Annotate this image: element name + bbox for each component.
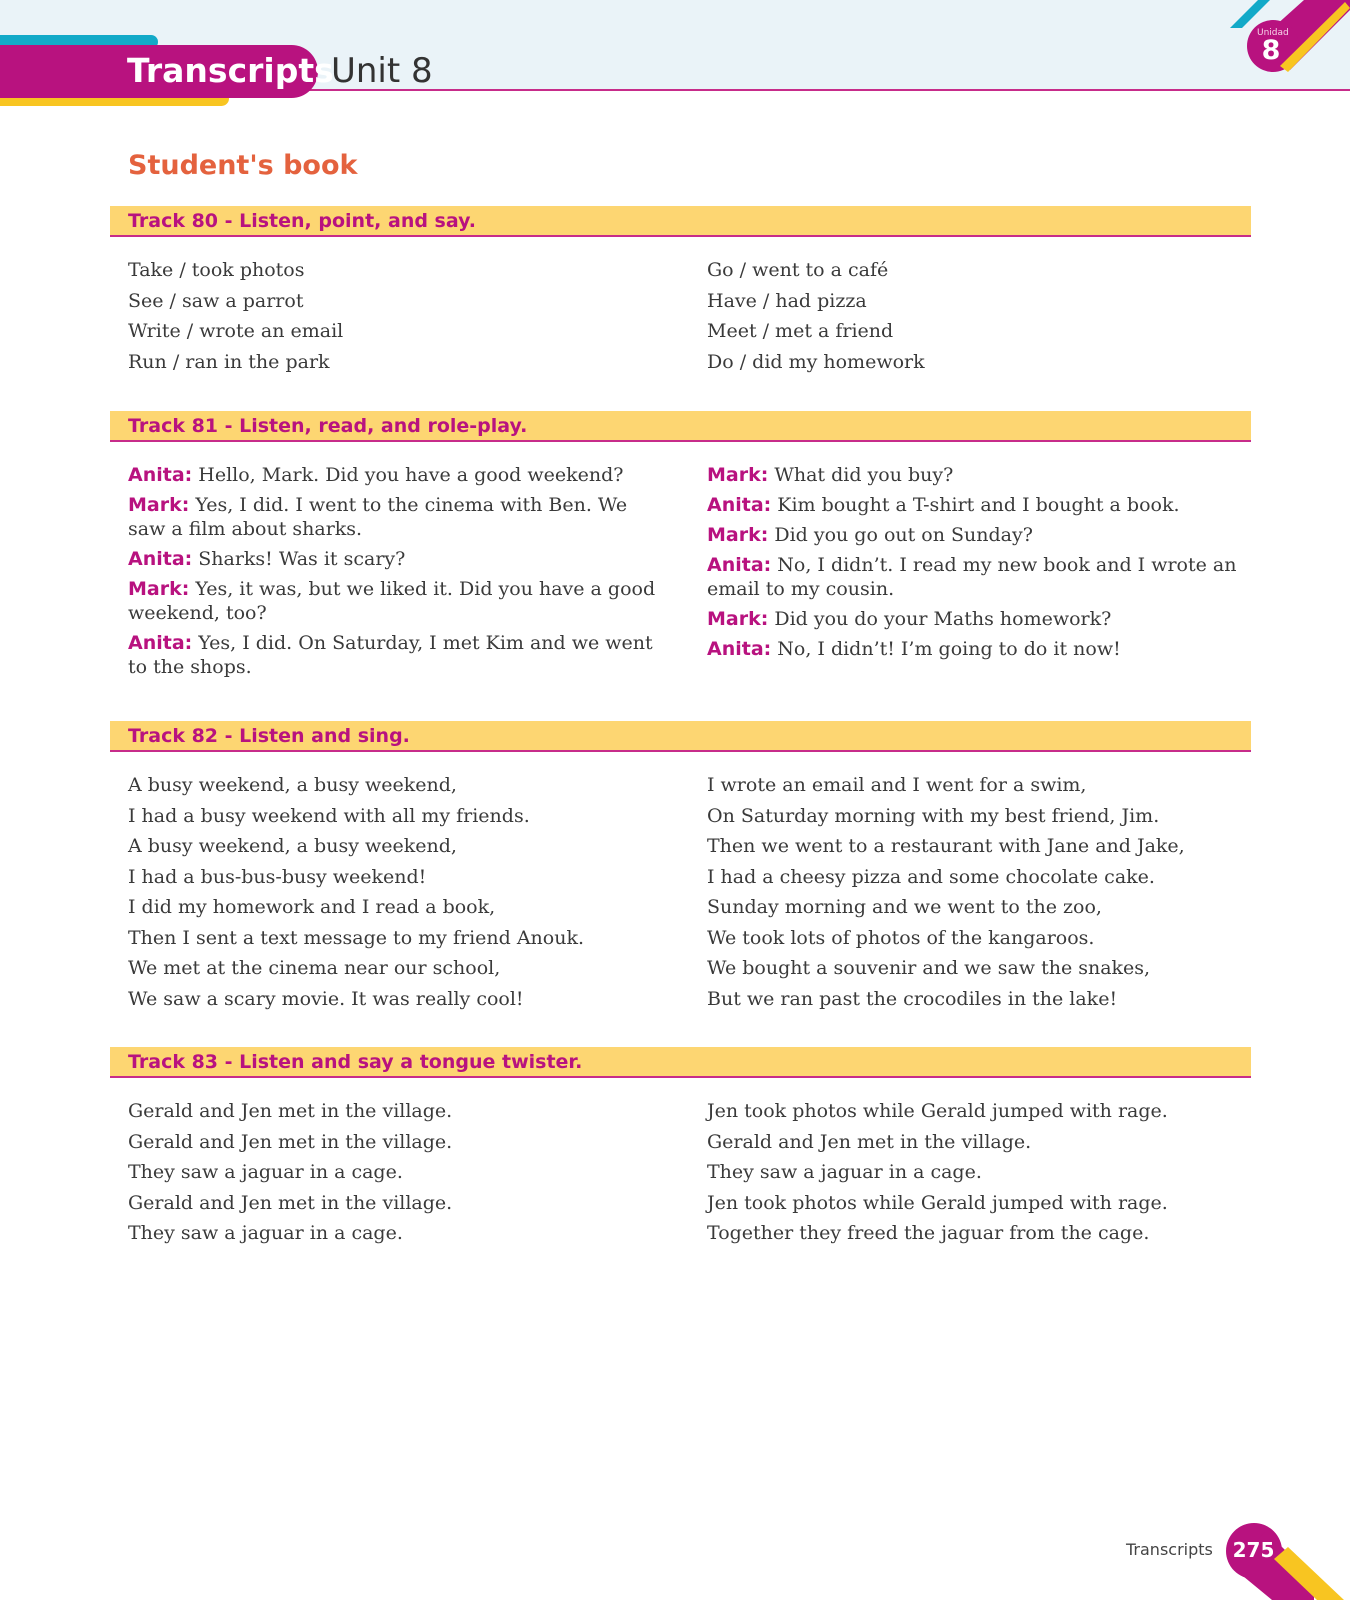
tongue-twister-line: They saw a jaguar in a cage. (128, 1222, 403, 1244)
dialogue-text: Hello, Mark. Did you have a good weekend? (198, 464, 624, 486)
dialogue-line (128, 547, 660, 571)
track-header: Track 81 - Listen, read, and role-play. (110, 411, 1251, 442)
song-line: We took lots of photos of the kangaroos. (707, 926, 1095, 949)
unit-badge-number: 8 (1261, 35, 1281, 66)
list-item: Run / ran in the park (128, 350, 330, 373)
speaker-name: Anita: (128, 632, 193, 654)
track-82-left-column (128, 773, 660, 1017)
song-line: I had a busy weekend with all my friends. (128, 804, 530, 827)
track-80-right-column (707, 258, 1257, 380)
speaker-name: Mark: (707, 524, 769, 546)
list-item: Take / took photos (128, 259, 305, 281)
dialogue-line (707, 607, 1257, 631)
dialogue-text: Did you go out on Sunday? (774, 524, 1033, 546)
speaker-name: Mark: (707, 464, 769, 486)
song-line: I had a cheesy pizza and some chocolate cake. (707, 865, 1155, 888)
tongue-twister-line: Gerald and Jen met in the village. (128, 1130, 453, 1153)
tongue-twister-line: They saw a jaguar in a cage. (128, 1161, 403, 1183)
tongue-twister-line: Gerald and Jen met in the village. (128, 1100, 453, 1122)
dialogue-text: Yes, I did. I went to the cinema with Ben. We saw a film about sharks. (128, 494, 628, 540)
track-83 (110, 1047, 1251, 1244)
speaker-name: Anita: (128, 548, 193, 570)
dialogue-line (128, 577, 660, 625)
speaker-name: Anita: (707, 494, 772, 516)
dialogue-text: What did you buy? (774, 464, 954, 486)
unit-title: Unit 8 (331, 51, 433, 91)
speaker-name: Anita: (128, 464, 193, 486)
dialogue-line (707, 463, 1257, 487)
tongue-twister-line: They saw a jaguar in a cage. (707, 1161, 982, 1183)
track-80 (110, 206, 1251, 373)
song-line: We met at the cinema near our school, (128, 957, 501, 979)
track-81-right-column (707, 463, 1257, 667)
song-line: I did my homework and I read a book, (128, 896, 496, 918)
list-item: Do / did my homework (707, 350, 925, 373)
dialogue-line (707, 523, 1257, 547)
track-83-right-column (707, 1099, 1257, 1252)
dialogue-line (707, 493, 1257, 517)
song-line: We saw a scary movie. It was really cool! (128, 987, 524, 1010)
tongue-twister-line: Gerald and Jen met in the village. (707, 1130, 1032, 1153)
track-82 (110, 721, 1251, 1010)
song-line: A busy weekend, a busy weekend, (128, 774, 457, 796)
track-82-right-column (707, 773, 1257, 1017)
dialogue-text: Yes, I did. On Saturday, I met Kim and we went to the shops. (128, 632, 653, 678)
page-title: Transcripts (127, 51, 334, 90)
song-line: Then I sent a text message to my friend Anouk. (128, 926, 585, 949)
song-line: I had a bus-bus-busy weekend! (128, 865, 427, 888)
unit-badge-label: Unidad (1257, 28, 1289, 38)
speaker-name: Mark: (707, 608, 769, 630)
list-item: Meet / met a friend (707, 320, 894, 342)
track-80-left-column (128, 258, 660, 380)
dialogue-line (707, 637, 1257, 661)
speaker-name: Mark: (128, 578, 190, 600)
song-line: We bought a souvenir and we saw the snakes, (707, 957, 1151, 979)
track-83-left-column (128, 1099, 660, 1252)
track-header: Track 80 - Listen, point, and say. (110, 206, 1251, 237)
section-title: Student's book (128, 150, 358, 181)
dialogue-text: Yes, it was, but we liked it. Did you have a good weekend, too? (128, 578, 656, 624)
dialogue-text: Did you do your Maths homework? (774, 608, 1112, 630)
page-number: 275 (1232, 1538, 1275, 1562)
song-line: But we ran past the crocodiles in the lake! (707, 987, 1118, 1010)
tongue-twister-line: Jen took photos while Gerald jumped with rage. (707, 1100, 1168, 1122)
footer-label: Transcripts (1126, 1540, 1213, 1559)
song-line: Sunday morning and we went to the zoo, (707, 896, 1102, 918)
tongue-twister-line: Jen took photos while Gerald jumped with rage. (707, 1191, 1168, 1214)
track-81 (110, 411, 1251, 678)
dialogue-text: Kim bought a T-shirt and I bought a book. (777, 494, 1180, 516)
track-header: Track 83 - Listen and say a tongue twister. (110, 1047, 1251, 1078)
speaker-name: Anita: (707, 638, 772, 660)
list-item: Have / had pizza (707, 289, 867, 312)
dialogue-line (128, 631, 660, 679)
song-line: Then we went to a restaurant with Jane and Jake, (707, 835, 1185, 857)
unit-badge-graphic (1230, 0, 1350, 80)
dialogue-line (128, 463, 660, 487)
dialogue-text: No, I didn’t. I read my new book and I wrote an email to my cousin. (707, 554, 1237, 600)
dialogue-line (128, 493, 660, 541)
header-rule (300, 89, 1350, 91)
list-item: Go / went to a café (707, 259, 889, 281)
tongue-twister-line: Gerald and Jen met in the village. (128, 1191, 453, 1214)
speaker-name: Mark: (128, 494, 190, 516)
list-item: See / saw a parrot (128, 289, 304, 312)
track-81-left-column (128, 463, 660, 685)
song-line: On Saturday morning with my best friend, Jim. (707, 804, 1160, 827)
song-line: A busy weekend, a busy weekend, (128, 835, 457, 857)
dialogue-text: No, I didn’t! I’m going to do it now! (777, 638, 1121, 660)
track-header: Track 82 - Listen and sing. (110, 721, 1251, 752)
dialogue-text: Sharks! Was it scary? (198, 548, 406, 570)
tongue-twister-line: Together they freed the jaguar from the cage. (707, 1222, 1150, 1244)
song-line: I wrote an email and I went for a swim, (707, 774, 1087, 796)
speaker-name: Anita: (707, 554, 772, 576)
dialogue-line (707, 553, 1257, 601)
list-item: Write / wrote an email (128, 320, 344, 342)
